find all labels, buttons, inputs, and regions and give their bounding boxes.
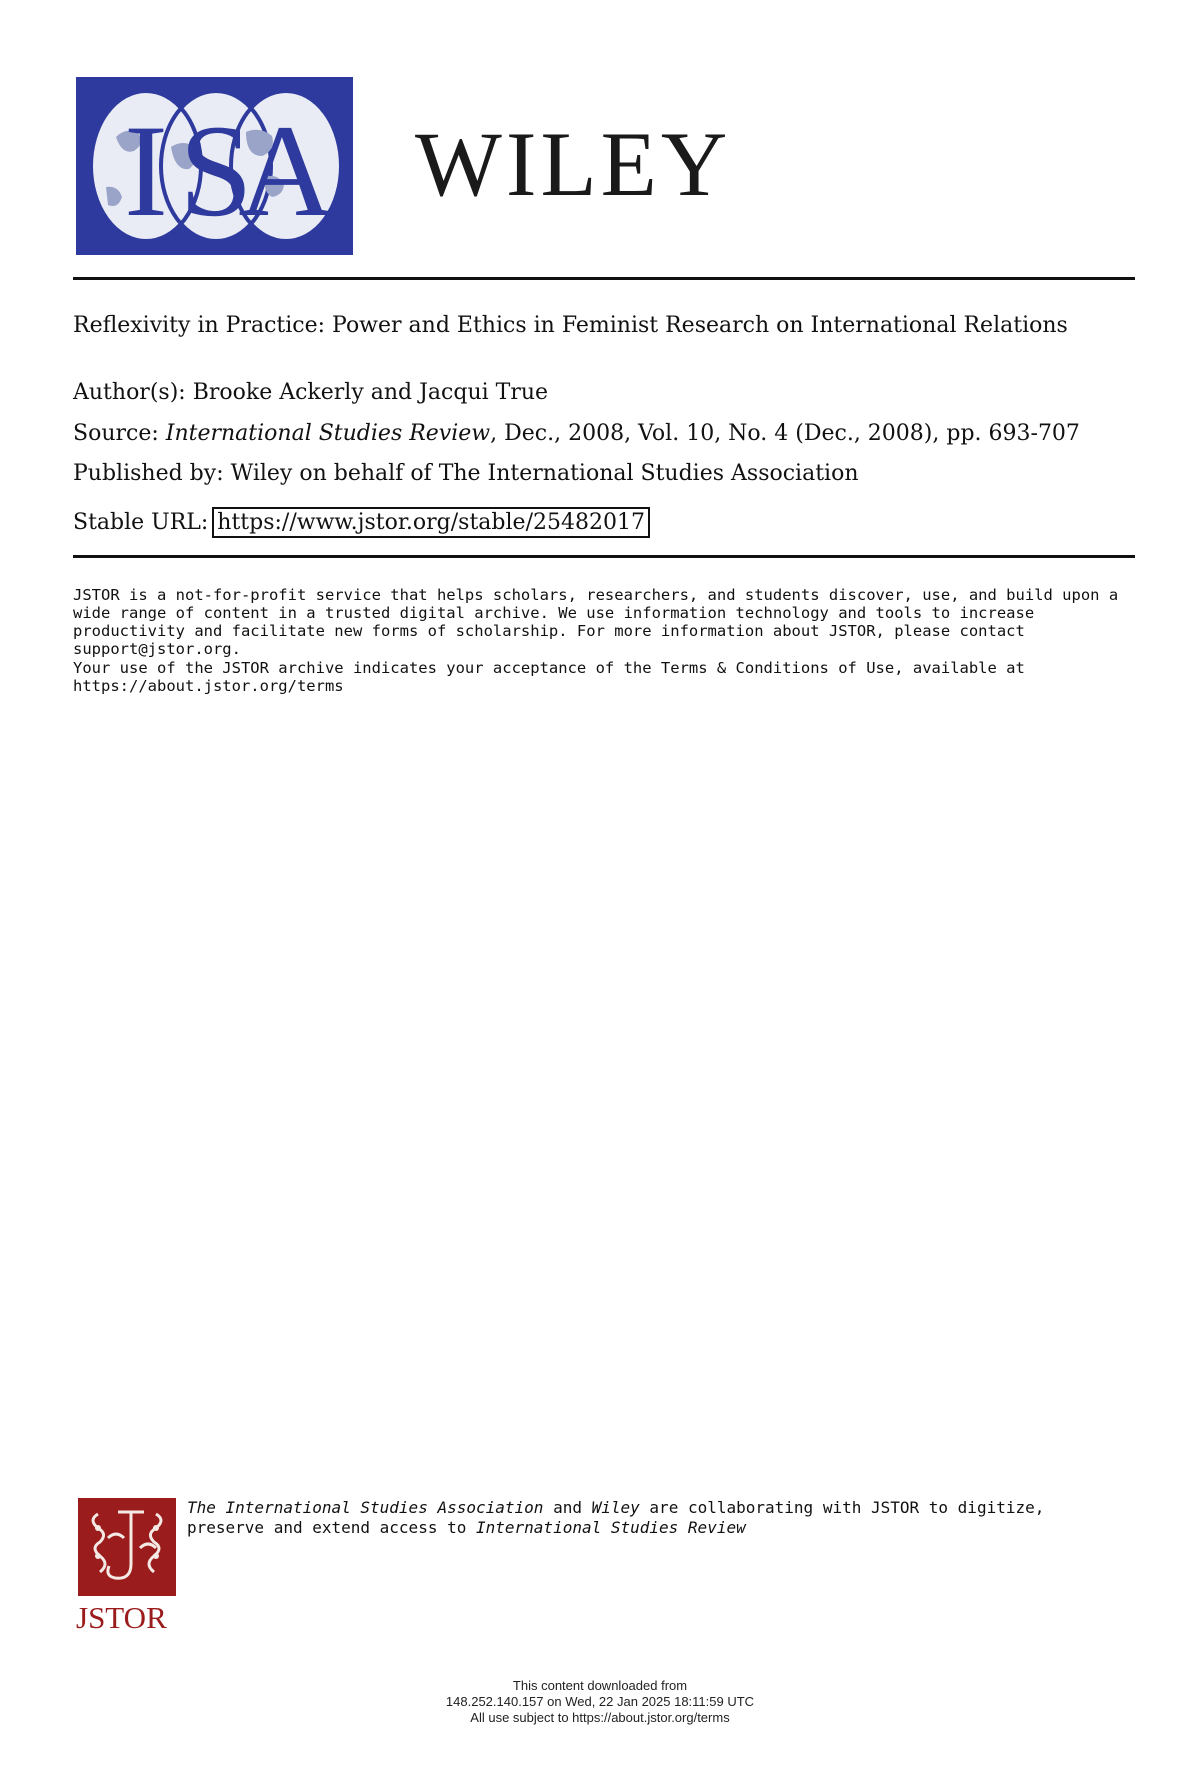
- footer-line2: 148.252.140.157 on Wed, 22 Jan 2025 18:11:59 UTC: [445, 1694, 755, 1709]
- authors-value: Brooke Ackerly and Jacqui True: [192, 380, 549, 405]
- terms-notice: Your use of the JSTOR archive indicates your acceptance of the Terms & Conditions of Use, available at https://about.jstor.org/terms: [73, 659, 1025, 695]
- divider-bottom: [73, 555, 1135, 558]
- isa-letter-i: I: [124, 97, 168, 244]
- download-footer: [0, 1678, 1200, 1726]
- article-publisher: [73, 461, 1133, 486]
- jstor-wordmark: JSTOR: [76, 1600, 167, 1635]
- authors-label: Author(s):: [73, 380, 186, 405]
- collab-and: and: [553, 1498, 582, 1517]
- collaboration-statement: [187, 1498, 1087, 1538]
- source-details: , Dec., 2008, Vol. 10, No. 4 (Dec., 2008), pp. 693-707: [490, 421, 1080, 446]
- source-journal: International Studies Review: [165, 421, 491, 446]
- footer-line3: All use subject to https://about.jstor.org/terms: [470, 1710, 730, 1725]
- published-value: Wiley on behalf of The International Studies Association: [230, 461, 859, 486]
- collab-org1: The International Studies Association: [187, 1498, 544, 1517]
- stable-url-link[interactable]: https://www.jstor.org/stable/25482017: [212, 507, 650, 538]
- source-label: Source:: [73, 421, 159, 446]
- jstor-logo-icon: [78, 1498, 176, 1596]
- collab-text: are collaborating with JSTOR to digitize, preserve and extend access to: [187, 1498, 1045, 1537]
- divider-top: [73, 277, 1135, 280]
- collab-org2: Wiley: [591, 1498, 640, 1517]
- article-source: [73, 421, 1133, 446]
- stable-url-label: Stable URL:: [73, 510, 209, 535]
- isa-letter-a: A: [238, 97, 334, 244]
- article-authors: [73, 380, 1133, 405]
- isa-letter-s: S: [179, 97, 253, 244]
- wiley-logo: WILEY: [415, 113, 732, 215]
- published-label: Published by:: [73, 461, 224, 486]
- article-title: Reflexivity in Practice: Power and Ethics in Feminist Research on International Relations: [73, 313, 1068, 338]
- collab-journal: International Studies Review: [476, 1518, 746, 1537]
- footer-line1: This content downloaded from: [512, 1678, 688, 1693]
- jstor-notice: JSTOR is a not-for-profit service that helps scholars, researchers, and students discover, use, and build upon a wide range of content in a trusted digital archive. We use information technology and tools to increase productivity and facilitate new forms of scholarship. For more information about JSTOR, please contact support@jstor.org.: [73, 586, 1119, 658]
- isa-logo: [76, 77, 353, 255]
- stable-url-row: [73, 507, 1133, 538]
